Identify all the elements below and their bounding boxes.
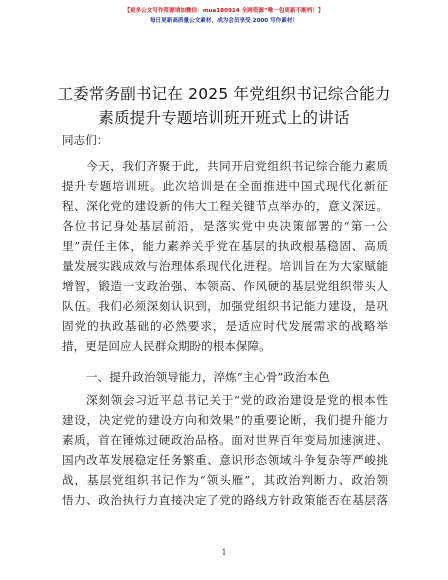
paragraph-line: 今天，我们齐聚于此，共同开启党组织书记综合能力素质	[86, 159, 388, 173]
paragraph-2	[62, 390, 388, 510]
paragraph-line: 队伍。我们必须深刻认识到，加强党组织书记能力建设，是巩	[62, 299, 388, 313]
document-title-line-1: 工委常务副书记在 2025 年党组织书记综合能力	[57, 85, 391, 103]
paragraph-line: 悟力、政治执行力直接决定了党的路线方针政策能否在基层落	[62, 493, 388, 507]
promo-banner-red: 【更多公文写作资源请加微信：mua180914 全网资源“唯一包更新不断档！】	[124, 8, 324, 14]
paragraph-line: 深刻领会习近平总书记关于“党的政治建设是党的根本性	[86, 393, 388, 407]
paragraph-line: 各位书记身处基层前沿，是落实党中央决策部署的“第一公	[62, 219, 388, 233]
paragraph-1	[62, 156, 388, 356]
paragraph-line: 固党的执政基础的必然要求，是适应时代发展需求的战略举	[62, 319, 388, 333]
promo-banner-blue: 每日更新高质量公文素材，成为会员享受 2000 写作素材！	[149, 18, 299, 24]
page-number: 1	[221, 548, 227, 557]
paragraph-line: 建设，决定党的建设方向和效果”的重要论断，我们提升能力	[62, 413, 388, 427]
paragraph-line: 措，更是回应人民群众期盼的根本保障。	[62, 339, 271, 353]
section-heading: 一、提升政治领导能力，淬炼“主心骨”政治本色	[86, 370, 330, 384]
paragraph-line: 提升专题培训班。此次培训是在全面推进中国式现代化新征	[62, 179, 388, 193]
paragraph-line: 程、深化党的建设新的伟大工程关键节点举办的，意义深远。	[62, 199, 388, 213]
paragraph-line: 素质，首在锤炼过硬政治品格。面对世界百年变局加速演进、	[62, 433, 388, 447]
paragraph-line: 量发展实践成效与治理体系现代化进程。培训旨在为大家赋能	[62, 259, 388, 273]
paragraph-line: 增智，锻造一支政治强、本领高、作风硬的基层党组织带头人	[62, 279, 388, 293]
paragraph-line: 国内改革发展稳定任务繁重、意识形态领域斗争复杂等严峻挑	[62, 453, 388, 467]
document-title-line-2: 素质提升专题培训班开班式上的讲话	[98, 109, 350, 127]
paragraph-line: 里”责任主体，能力素养关乎党在基层的执政根基稳固、高质	[62, 239, 388, 253]
greeting: 同志们：	[62, 133, 109, 147]
paragraph-line: 战，基层党组织书记作为“领头雁”，其政治判断力、政治领	[62, 473, 388, 487]
